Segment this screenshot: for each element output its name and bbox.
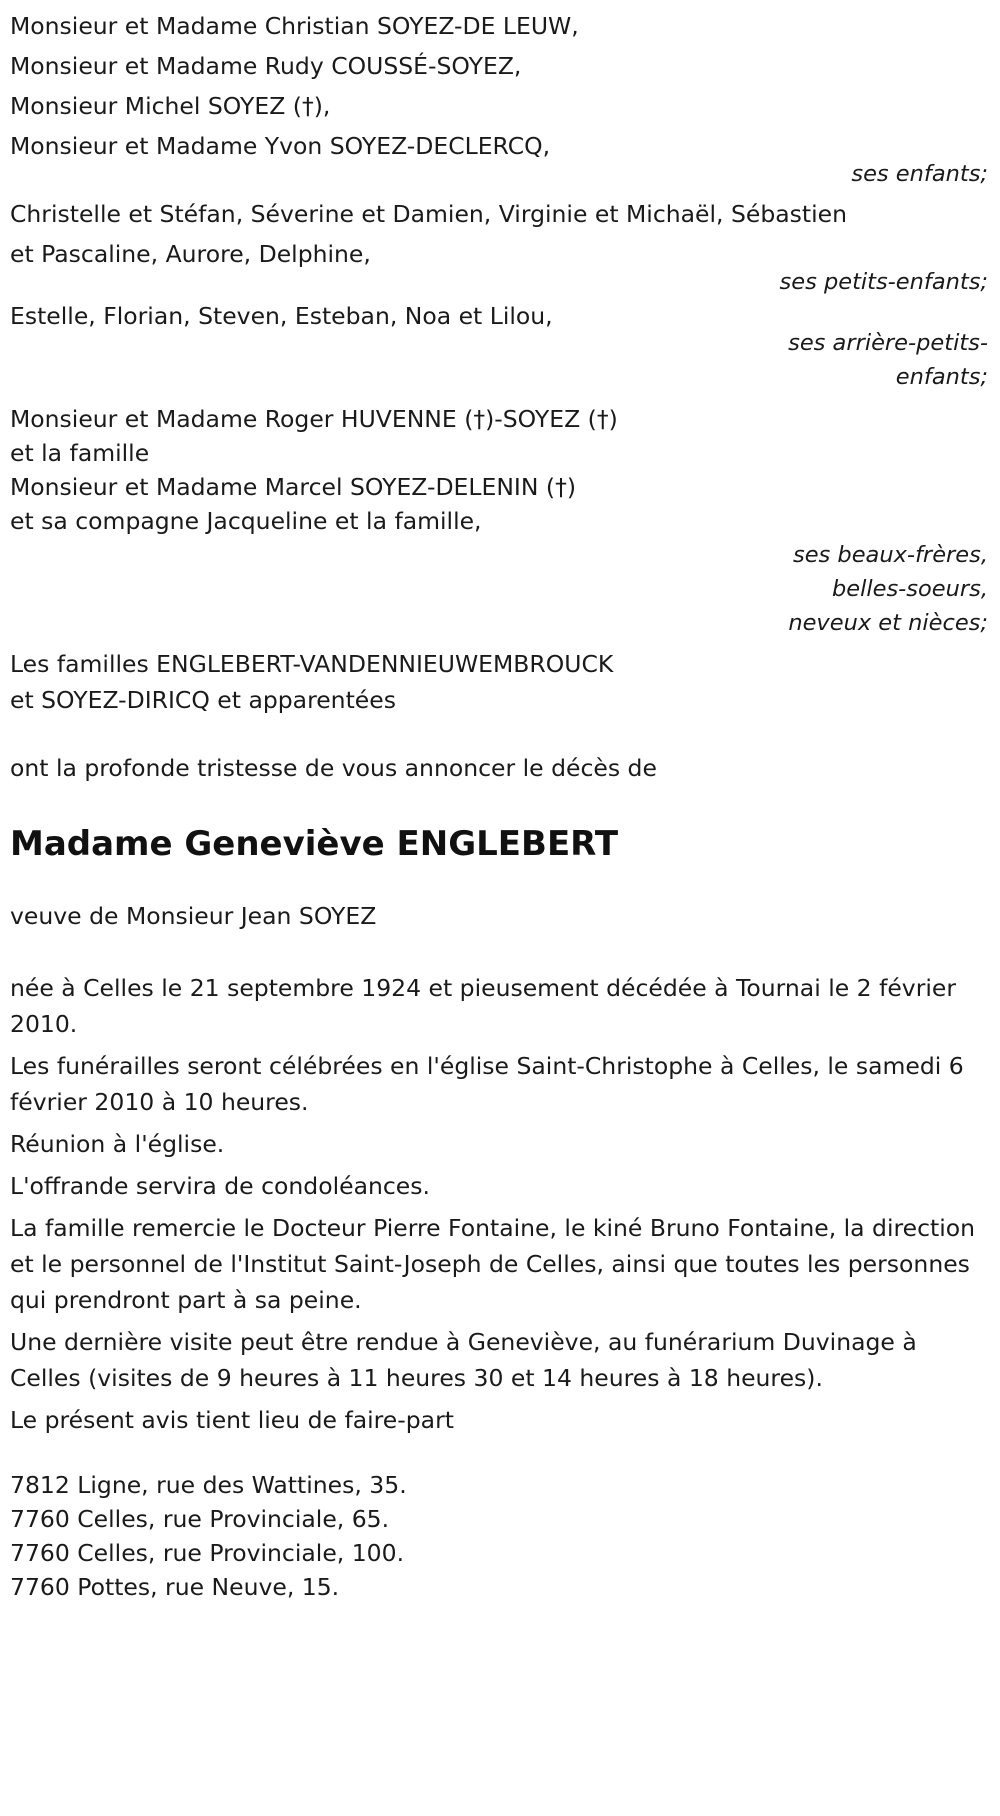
in-laws-role-label-3: neveux et nièces; (788, 610, 988, 636)
address-line-2: 7760 Celles, rue Provinciale, 65. (10, 1505, 390, 1533)
addresses-section (10, 1468, 990, 1604)
child-line-2: Monsieur et Madame Rudy COUSSÉ-SOYEZ, (10, 52, 522, 80)
address-line-1: 7812 Ligne, rue des Wattines, 35. (10, 1471, 407, 1499)
great-grandchildren-role-label-1: ses arrière-petits- (788, 330, 988, 356)
child-line-1: Monsieur et Madame Christian SOYEZ-DE LEUW, (10, 12, 579, 40)
faire-part-paragraph: Le présent avis tient lieu de faire-part (10, 1406, 454, 1434)
announcement-text: ont la profonde tristesse de vous annoncer le décès de (10, 754, 657, 782)
in-laws-role-label-2: belles-soeurs, (831, 576, 988, 602)
in-law-line-4: et sa compagne Jacqueline et la famille, (10, 507, 482, 535)
children-section (10, 6, 990, 194)
families-line-2: et SOYEZ-DIRICQ et apparentées (10, 686, 396, 714)
visit-paragraph: Une dernière visite peut être rendue à Geneviève, au funérarium Duvinage à Celles (visites de 9 heures à 11 heures 30 et 14 heures à 18 heures). (10, 1328, 917, 1392)
in-laws-section (10, 402, 990, 640)
in-law-line-3: Monsieur et Madame Marcel SOYEZ-DELENIN (†) (10, 473, 576, 501)
children-role-label: ses enfants; (851, 161, 988, 187)
child-line-4: Monsieur et Madame Yvon SOYEZ-DECLERCQ, (10, 132, 551, 160)
grandchildren-role-label: ses petits-enfants; (779, 269, 988, 295)
funeral-paragraph: Les funérailles seront célébrées en l'église Saint-Christophe à Celles, le samedi 6 février 2010 à 10 heures. (10, 1052, 964, 1116)
thanks-paragraph: La famille remercie le Docteur Pierre Fontaine, le kiné Bruno Fontaine, la direction et le personnel de l'Institut Saint-Joseph de Celles, ainsi que toutes les personnes qui prendront part à sa peine. (10, 1214, 976, 1314)
meeting-paragraph: Réunion à l'église. (10, 1130, 225, 1158)
in-law-line-1: Monsieur et Madame Roger HUVENNE (†)-SOYEZ (†) (10, 405, 618, 433)
families-line-1: Les familles ENGLEBERT-VANDENNIEUWEMBROUCK (10, 650, 614, 678)
deceased-name: Madame Geneviève ENGLEBERT (10, 824, 619, 864)
address-line-3: 7760 Celles, rue Provinciale, 100. (10, 1539, 405, 1567)
families-section (10, 646, 990, 718)
great-grandchildren-names: Estelle, Florian, Steven, Esteban, Noa et Lilou, (10, 302, 553, 330)
widow-of-text: veuve de Monsieur Jean SOYEZ (10, 902, 377, 930)
in-law-line-2: et la famille (10, 439, 150, 467)
birth-death-paragraph: née à Celles le 21 septembre 1924 et pieusement décédée à Tournai le 2 février 2010. (10, 974, 957, 1038)
grandchildren-names: Christelle et Stéfan, Séverine et Damien, Virginie et Michaël, Sébastien et Pascaline, Aurore, Delphine, (10, 200, 847, 268)
great-grandchildren-role-label-2: enfants; (895, 364, 988, 390)
offering-paragraph: L'offrande servira de condoléances. (10, 1172, 430, 1200)
address-line-4: 7760 Pottes, rue Neuve, 15. (10, 1573, 340, 1601)
in-laws-role-label-1: ses beaux-frères, (792, 542, 988, 568)
details-section (10, 970, 990, 1438)
great-grandchildren-section (10, 296, 990, 394)
grandchildren-section (10, 194, 990, 302)
child-line-3: Monsieur Michel SOYEZ (†), (10, 92, 331, 120)
